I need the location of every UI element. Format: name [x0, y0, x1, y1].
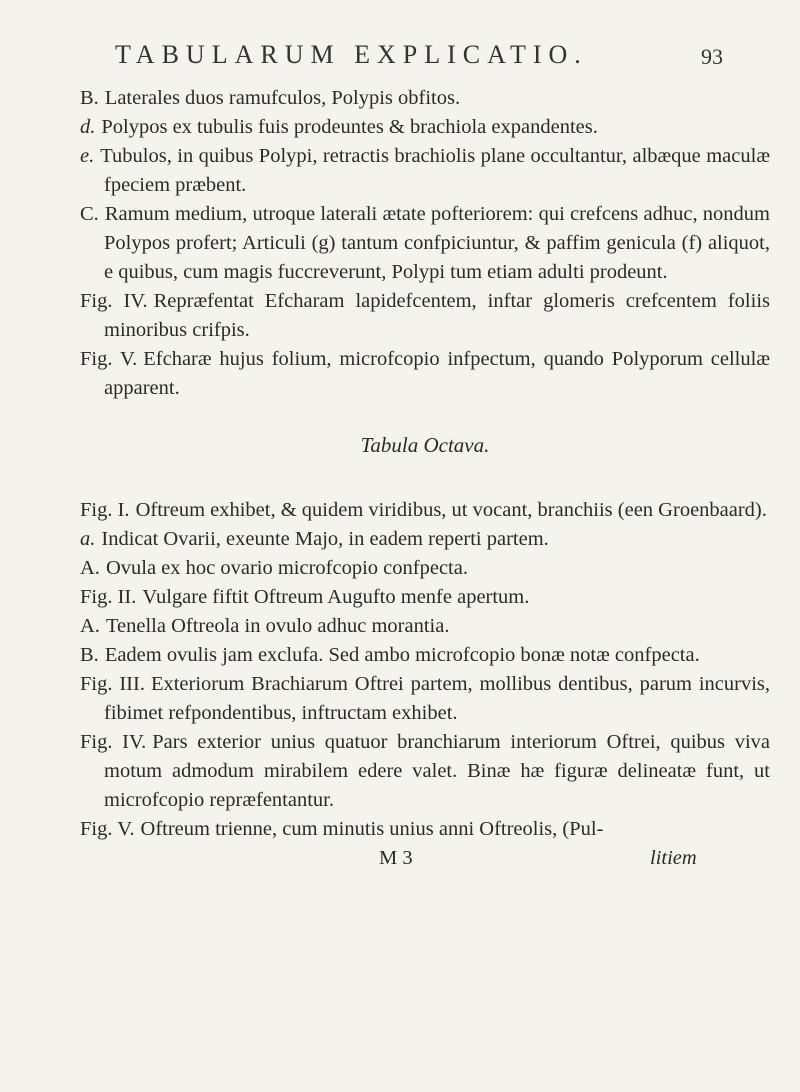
entry-label: Fig. V. — [80, 348, 138, 370]
entry-text: Repræfentat Efcharam lapidefcentem, inftar glomeris crefcentem foliis minoribus crifpis. — [104, 290, 770, 341]
entry-text: Oftreum trienne, cum minutis unius anni Oftreolis, (Pul- — [140, 818, 604, 840]
explication-entry — [80, 287, 770, 345]
catchword: litiem — [650, 847, 697, 869]
entry-label: Fig. IV. — [80, 290, 148, 312]
entry-label: a. — [80, 528, 96, 550]
page-number: 93 — [701, 44, 723, 69]
entry-text: Exteriorum Brachiarum Oftrei partem, mollibus dentibus, parum incurvis, fibimet refpondentibus, inftructam exhibet. — [104, 673, 771, 724]
section-title: Tabula Octava. — [360, 433, 490, 457]
page-footer — [80, 844, 770, 873]
entry-text: Ovula ex hoc ovario microfcopio confpecta. — [105, 557, 468, 579]
page-body — [80, 84, 770, 873]
signature-mark: M 3 — [379, 847, 413, 869]
entry-label: A. — [80, 557, 100, 579]
entry-text: Efcharæ hujus folium, microfcopio infpectum, quando Polyporum cellulæ apparent. — [104, 348, 770, 399]
explication-entry — [80, 641, 770, 670]
entries-tabula-octava — [80, 496, 770, 844]
explication-entry — [80, 142, 770, 200]
entry-label: Fig. V. — [80, 818, 135, 840]
entry-label: Fig. II. — [80, 586, 137, 608]
entry-label: e. — [80, 145, 95, 167]
explication-entry — [80, 345, 770, 403]
explication-entry — [80, 496, 770, 525]
explication-entry — [80, 113, 770, 142]
entry-text: Indicat Ovarii, exeunte Majo, in eadem reperti partem. — [101, 528, 549, 550]
entry-text: Ramum medium, utroque laterali ætate pofteriorem: qui crefcens adhuc, nondum Polypos profert; Articuli (g) tantum confpiciuntur, & paffim genicula (f) aliquot, e quibus, cum magis fuccreverunt, Polypi tum etiam adulti prodeunt. — [104, 203, 770, 283]
entry-label: d. — [80, 116, 96, 138]
explication-entry — [80, 583, 770, 612]
entry-text: Vulgare fiftit Oftreum Augufto menfe apertum. — [142, 586, 530, 608]
explication-entry — [80, 554, 770, 583]
entry-text: Eadem ovulis jam exclufa. Sed ambo microfcopio bonæ notæ confpecta. — [104, 644, 700, 666]
entry-label: B. — [80, 644, 99, 666]
explication-entry — [80, 670, 770, 728]
entry-label: C. — [80, 203, 99, 225]
entry-label: Fig. III. — [80, 673, 145, 695]
entry-text: Pars exterior unius quatuor branchiarum interiorum Oftrei, quibus viva motum admodum mirabilem edere valet. Binæ hæ figuræ delineatæ funt, ut microfcopio repræfentantur. — [104, 731, 770, 811]
entry-text: Laterales duos ramufculos, Polypis obfitos. — [104, 87, 461, 109]
entry-text: Polypos ex tubulis fuis prodeuntes & brachiola expandentes. — [101, 116, 598, 138]
running-title: TABULARUM EXPLICATIO. — [115, 40, 588, 69]
explication-entry — [80, 815, 770, 844]
entry-label: B. — [80, 87, 99, 109]
explication-entry — [80, 525, 770, 554]
entry-text: Tenella Oftreola in ovulo adhuc morantia. — [105, 615, 450, 637]
entry-text: Tubulos, in quibus Polypi, retractis brachiolis plane occultantur, albæque maculæ fpeciem præbent. — [100, 145, 770, 196]
entry-label: A. — [80, 615, 100, 637]
explication-entry — [80, 728, 770, 815]
explication-entry — [80, 200, 770, 287]
entry-text: Oftreum exhibet, & quidem viridibus, ut vocant, branchiis (een Groenbaard). — [135, 499, 767, 521]
entry-label: Fig. IV. — [80, 731, 147, 753]
explication-entry — [80, 84, 770, 113]
entry-label: Fig. I. — [80, 499, 130, 521]
explication-entry — [80, 612, 770, 641]
entries-tabula-prior — [80, 84, 770, 403]
